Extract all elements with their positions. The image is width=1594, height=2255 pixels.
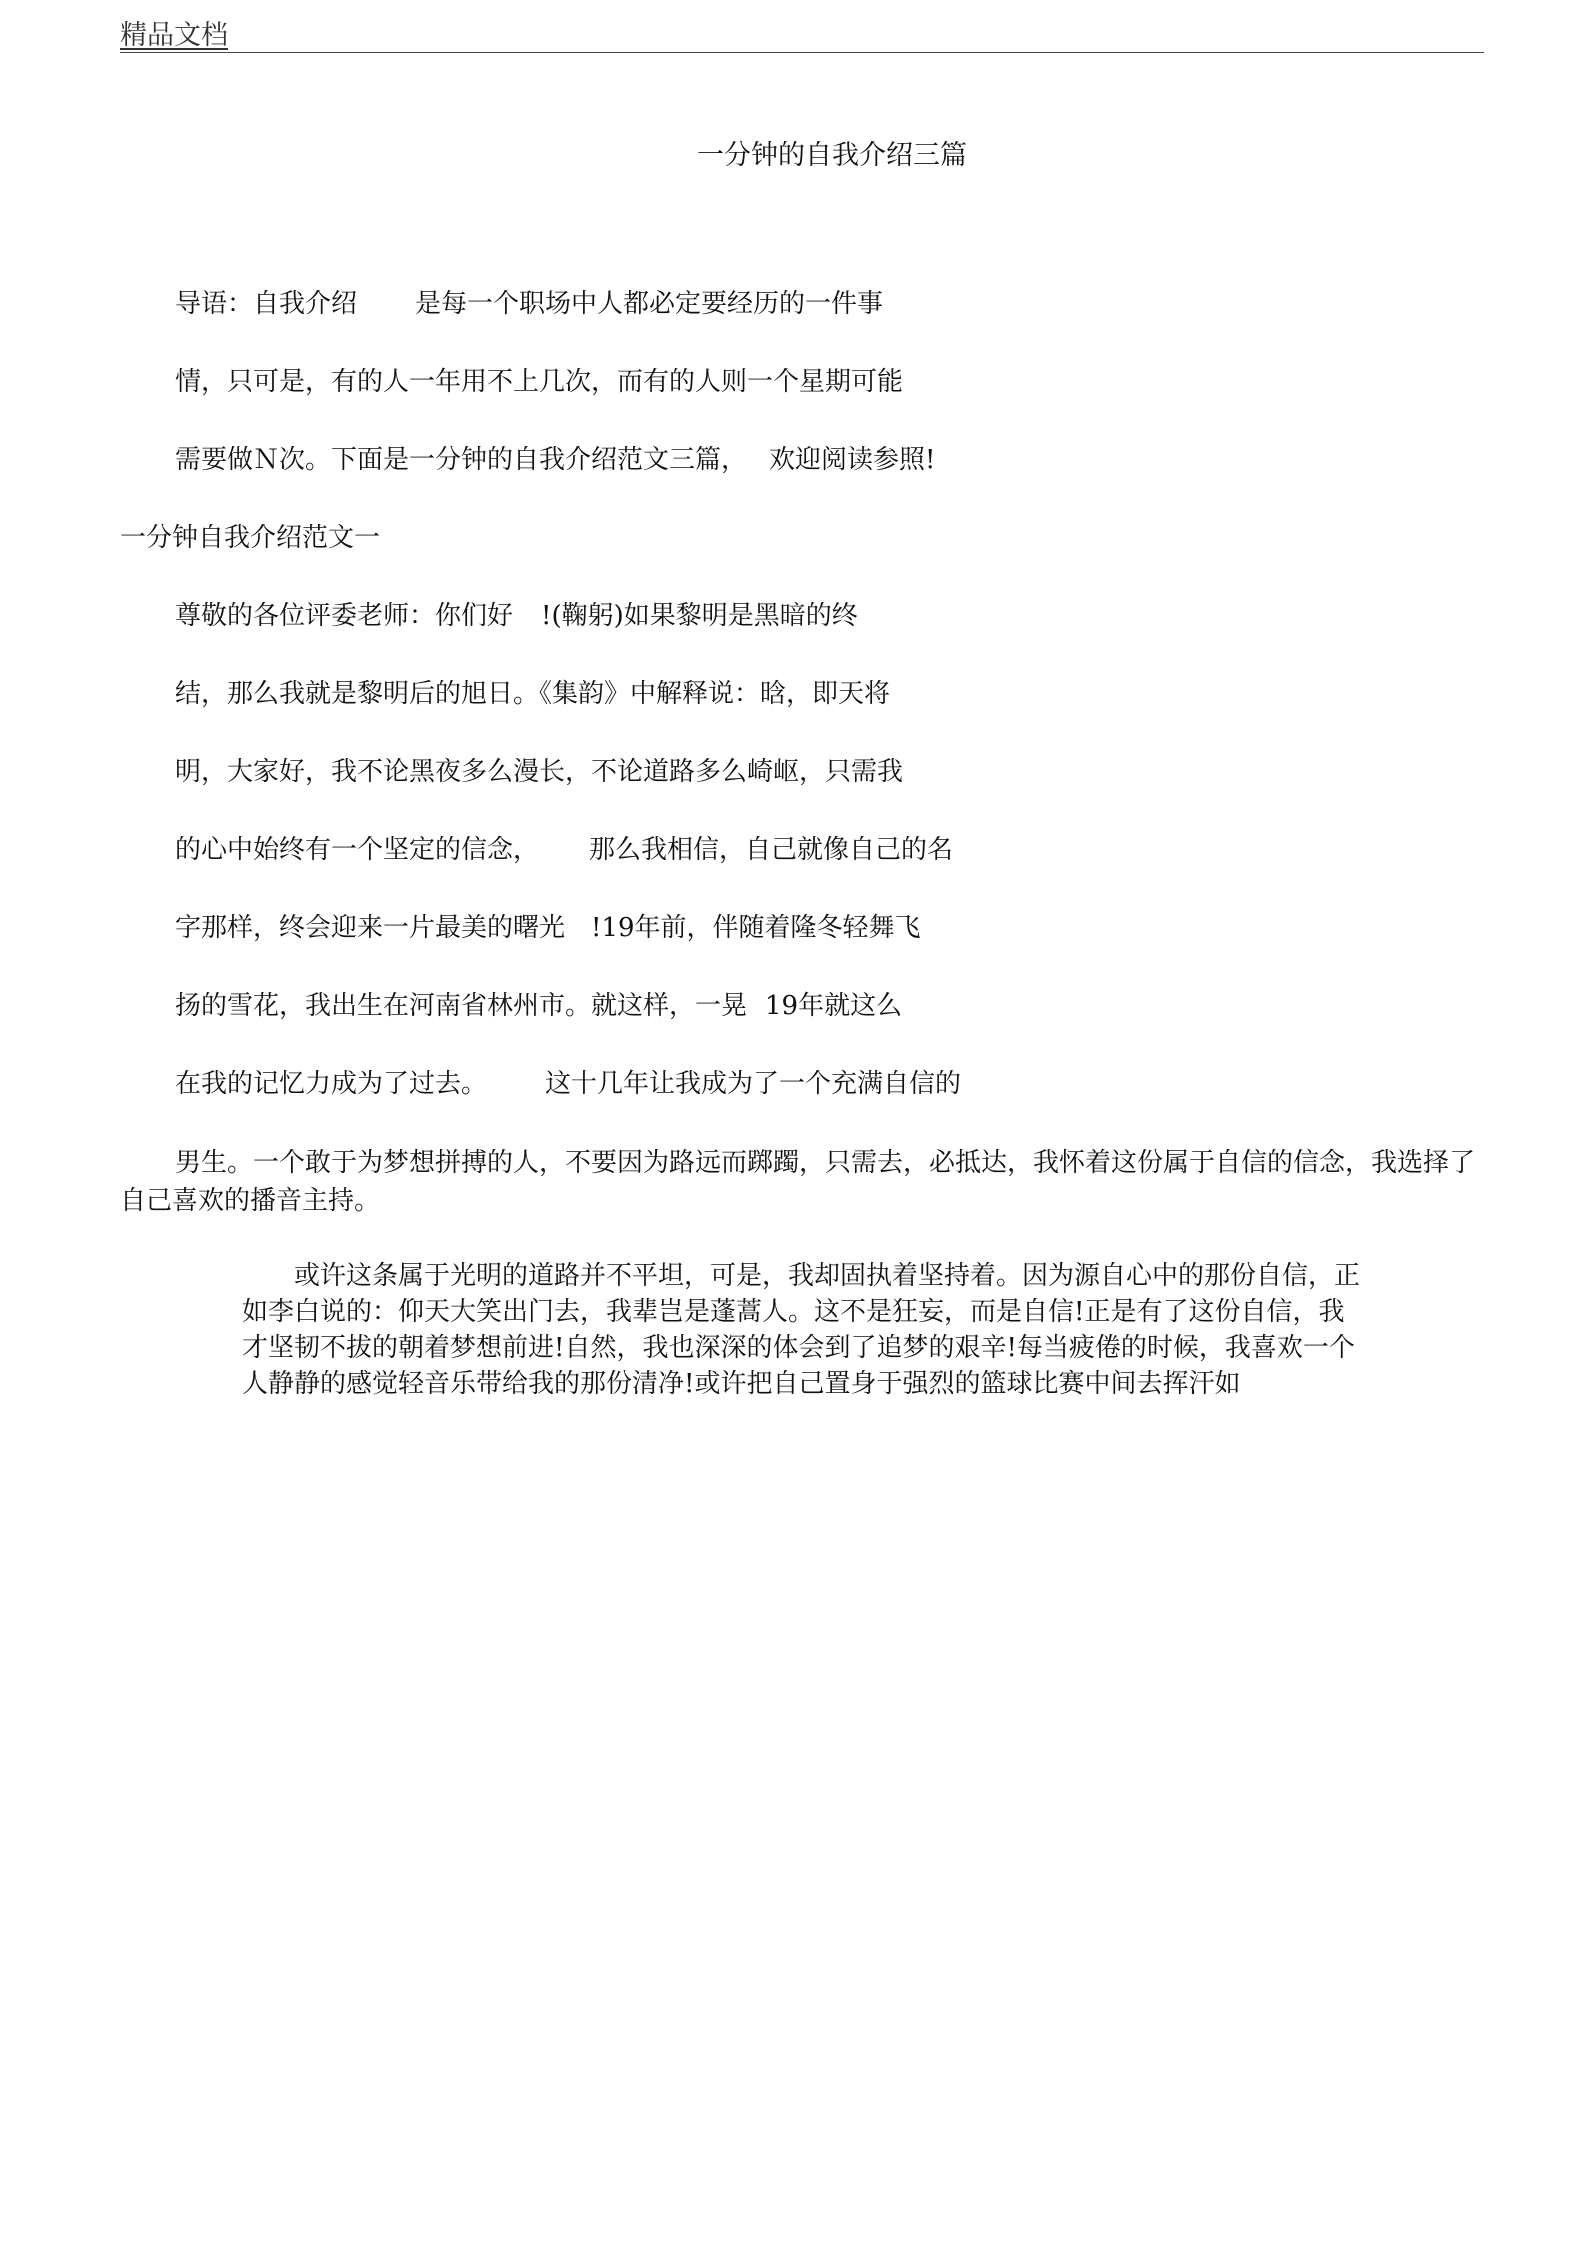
- body-line: [175, 754, 903, 790]
- body-line: [175, 676, 890, 712]
- intro-line: [175, 364, 903, 400]
- body-line: [175, 832, 953, 868]
- body-line: [175, 598, 858, 634]
- body-line-segment: 明，大家好，我不论黑夜多么漫长，不论道路多么崎岖，只需我: [175, 757, 904, 787]
- body-line-segment: 扬的雪花，我出生在河南省林州市。就这样，一晃: [175, 991, 748, 1021]
- header-divider: [120, 52, 1484, 53]
- body-line-segment: !(鞠躬)如果黎明是黑暗的终: [541, 601, 858, 631]
- paragraph: 男生。一个敢于为梦想拼搏的人，不要因为路远而踯躅，只需去，必抵达，我怀着这份属于自信的信念，我选择了自己喜欢的播音主持。: [120, 1148, 1476, 1216]
- body-line-segment: 这十几年让我成为了一个充满自信的: [545, 1069, 962, 1099]
- intro-line: [175, 286, 883, 322]
- intro-line-segment: 情，只可是，有的人一年用不上几次，而有的人则一个星期可能: [175, 367, 904, 397]
- body-line: [175, 910, 921, 946]
- body-line-segment: 的心中始终有一个坚定的信念，: [175, 835, 540, 865]
- body-line-segment: 那么我相信，自己就像自己的名: [589, 835, 954, 865]
- section-heading: 一分钟自我介绍范文一: [120, 523, 381, 553]
- body-line: [175, 988, 902, 1024]
- body-line-segment: 结，那么我就是黎明后的旭日。《集韵》中解释说：晗，即天将: [175, 679, 891, 709]
- body-line: [175, 1066, 961, 1102]
- intro-line-segment: 欢迎阅读参照!: [769, 445, 936, 475]
- paragraph-block: 或许这条属于光明的道路并不平坦，可是，我却固执着坚持着。因为源自心中的那份自信，正如李白说的：仰天大笑出门去，我辈岂是蓬蒿人。这不是狂妄，而是自信!正是有了这份自信，我才坚韧不拔的朝着梦想前进!自然，我也深深的体会到了追梦的艰辛!每当疲倦的时候，我喜欢一个人静静的感觉轻音乐带给我的那份清净!或许把自己置身于强烈的篮球比赛中间去挥汗如: [242, 1261, 1361, 1399]
- body-line-segment: 尊敬的各位评委老师：你们好: [175, 601, 514, 631]
- body-line-segment: 字那样，终会迎来一片最美的曙光: [175, 913, 566, 943]
- intro-line-segment: 需要做Ｎ次。下面是一分钟的自我介绍范文三篇，: [175, 445, 748, 475]
- body-line-segment: 19年就这么: [765, 991, 903, 1021]
- intro-line-segment: 是每一个职场中人都必定要经历的一件事: [415, 289, 884, 319]
- intro-line-segment: 导语：自我介绍: [175, 289, 358, 319]
- header-label: 精品文档: [120, 20, 228, 51]
- body-line-segment: 在我的记忆力成为了过去。: [175, 1069, 488, 1099]
- body-line-segment: !19年前，伴随着隆冬轻舞飞: [591, 913, 921, 943]
- document-title: 一分钟的自我介绍三篇: [697, 140, 967, 171]
- intro-line: [175, 442, 935, 478]
